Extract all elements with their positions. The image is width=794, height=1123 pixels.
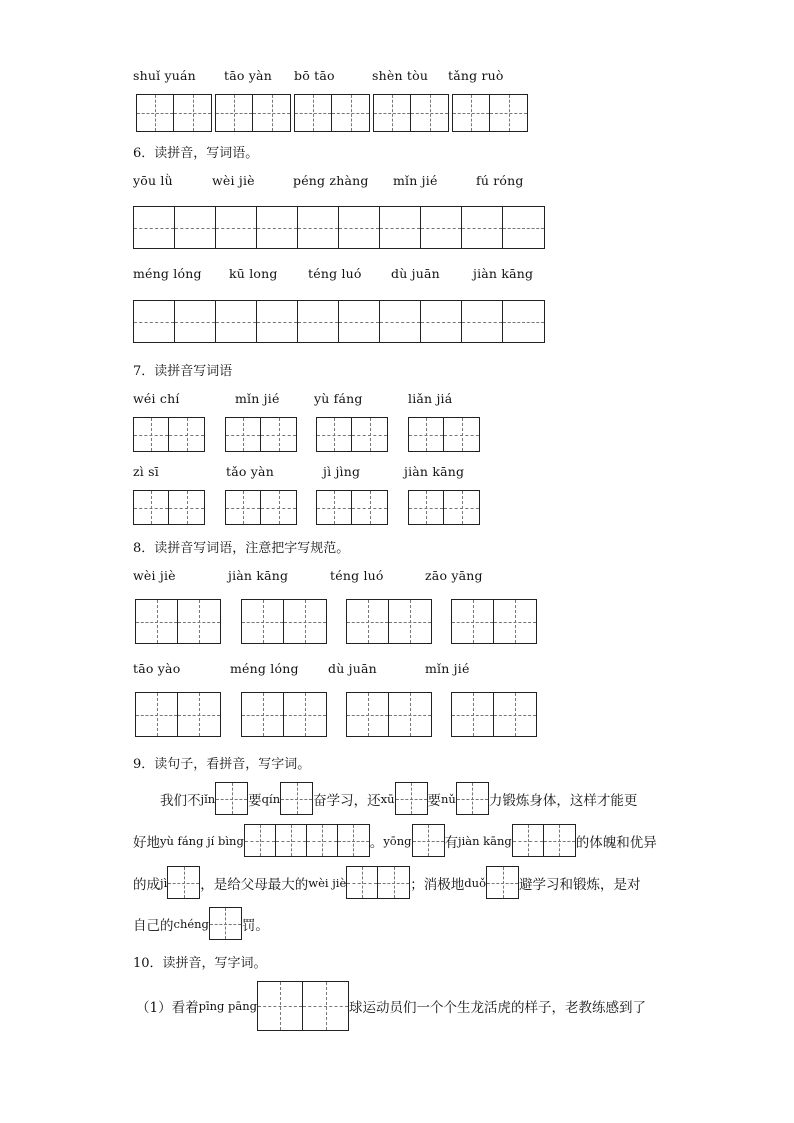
sentence-line-3	[133, 866, 641, 899]
sentence-text: 球运动员们一个个生龙活虎的样子，老教练感到了	[349, 1000, 647, 1016]
char-box-group[interactable]	[346, 866, 410, 899]
sentence-text: （1）看着	[136, 1000, 199, 1016]
pinyin-label: jiàn kāng	[228, 568, 289, 583]
pinyin-label: tǎng ruò	[448, 68, 504, 83]
pinyin-label: tāo yàn	[224, 68, 272, 83]
tianzige-row[interactable]	[133, 206, 545, 249]
char-box-group[interactable]	[244, 824, 370, 857]
pinyin-label: kū long	[229, 266, 278, 281]
pinyin-label: méng lóng	[133, 266, 202, 281]
pinyin-label: wèi jiè	[133, 568, 176, 583]
char-box-group[interactable]	[257, 981, 349, 1031]
char-box-group[interactable]	[512, 824, 576, 857]
sentence-text: 有	[444, 834, 459, 851]
pinyin-label: zì sī	[133, 464, 159, 479]
sentence-text: 好地	[133, 834, 160, 851]
tianzige-box[interactable]	[136, 94, 212, 132]
pinyin-label: méng lóng	[230, 661, 299, 676]
sentence-text: ；消极地	[410, 876, 465, 893]
sentence-text: 的成	[133, 876, 160, 893]
pinyin-label: tǎo yàn	[226, 464, 274, 479]
pinyin-label: wèi jiè	[212, 173, 255, 188]
pinyin-label: jì jìng	[323, 464, 361, 479]
pinyin-label: zāo yāng	[425, 568, 483, 583]
sentence-text: 。	[369, 834, 384, 851]
pinyin-label: mǐn jié	[393, 173, 438, 188]
tianzige-row[interactable]	[133, 300, 545, 343]
pinyin-inline: nǔ	[441, 791, 456, 806]
tianzige-box[interactable]	[408, 490, 480, 525]
sentence-text: 我们不	[160, 792, 201, 809]
tianzige-box[interactable]	[215, 94, 291, 132]
pinyin-inline: pīng pāng	[198, 999, 258, 1013]
pinyin-label: wéi chí	[133, 391, 180, 406]
sentence-line-10-1	[136, 981, 646, 1031]
tianzige-box[interactable]	[451, 692, 537, 737]
tianzige-box[interactable]	[451, 599, 537, 644]
tianzige-box[interactable]	[316, 490, 388, 525]
pinyin-label: téng luó	[330, 568, 384, 583]
pinyin-inline: jì	[160, 875, 168, 890]
char-box[interactable]	[167, 866, 200, 899]
pinyin-inline: yù fáng jí bìng	[160, 833, 244, 848]
pinyin-label: dù juān	[328, 661, 377, 676]
pinyin-inline: yōng	[383, 833, 412, 848]
tianzige-box[interactable]	[225, 490, 297, 525]
pinyin-label: yōu lǜ	[133, 173, 173, 188]
sentence-text: 奋学习，还	[313, 792, 381, 809]
pinyin-label: tāo yào	[133, 661, 181, 676]
tianzige-box[interactable]	[294, 94, 370, 132]
tianzige-box[interactable]	[241, 692, 327, 737]
pinyin-inline: xū	[380, 791, 395, 806]
tianzige-box[interactable]	[408, 417, 480, 452]
pinyin-label: téng luó	[308, 266, 362, 281]
pinyin-label: shèn tòu	[372, 68, 429, 83]
sentence-text: ，是给父母最大的	[200, 876, 309, 893]
tianzige-box[interactable]	[241, 599, 327, 644]
pinyin-label: yù fáng	[314, 391, 363, 406]
char-box[interactable]	[412, 824, 445, 857]
char-box[interactable]	[486, 866, 519, 899]
sentence-text: 自己的	[133, 917, 174, 934]
char-box[interactable]	[395, 782, 428, 815]
char-box[interactable]	[215, 782, 248, 815]
pinyin-label: dù juān	[391, 266, 440, 281]
tianzige-box[interactable]	[133, 417, 205, 452]
char-box[interactable]	[209, 907, 242, 940]
pinyin-inline: qín	[261, 791, 281, 806]
pinyin-label: shuǐ yuán	[133, 68, 196, 83]
question-6-title: 6．读拼音，写词语。	[133, 146, 259, 161]
sentence-text: 要	[427, 792, 442, 809]
tianzige-box[interactable]	[316, 417, 388, 452]
tianzige-box[interactable]	[346, 599, 432, 644]
pinyin-inline: wèi jiè	[308, 875, 347, 890]
pinyin-label: fú róng	[476, 173, 524, 188]
tianzige-box[interactable]	[135, 692, 221, 737]
pinyin-inline: chéng	[173, 916, 209, 931]
question-7-title: 7．读拼音写词语	[133, 364, 233, 379]
sentence-line-4	[133, 907, 269, 940]
char-box[interactable]	[280, 782, 313, 815]
char-box[interactable]	[456, 782, 489, 815]
question-8-title: 8．读拼音写词语，注意把字写规范。	[133, 541, 350, 556]
tianzige-box[interactable]	[346, 692, 432, 737]
pinyin-label: mǐn jié	[235, 391, 280, 406]
pinyin-label: mǐn jié	[425, 661, 470, 676]
pinyin-inline: jiàn kāng	[458, 833, 512, 848]
pinyin-label: bō tāo	[294, 68, 335, 83]
question-9-title: 9．读句子，看拼音，写字词。	[133, 757, 311, 772]
pinyin-inline: jǐn	[200, 791, 216, 806]
question-10-title: 10．读拼音，写字词。	[133, 956, 267, 971]
pinyin-label: péng zhàng	[293, 173, 369, 188]
tianzige-box[interactable]	[133, 490, 205, 525]
sentence-text: 避学习和锻炼，是对	[519, 876, 641, 893]
tianzige-box[interactable]	[452, 94, 528, 132]
sentence-line-1	[160, 782, 637, 815]
sentence-text: 罚。	[241, 917, 269, 934]
sentence-text: 力锻炼身体，这样才能更	[488, 792, 638, 809]
pinyin-label: liǎn jiá	[408, 391, 453, 406]
tianzige-box[interactable]	[135, 599, 221, 644]
sentence-line-2	[133, 824, 657, 857]
tianzige-box[interactable]	[225, 417, 297, 452]
sentence-text: 的体魄和优异	[575, 834, 657, 851]
sentence-text: 要	[248, 792, 262, 809]
tianzige-box[interactable]	[373, 94, 449, 132]
pinyin-label: jiàn kāng	[473, 266, 534, 281]
pinyin-inline: duǒ	[464, 875, 486, 890]
pinyin-label: jiàn kāng	[404, 464, 465, 479]
